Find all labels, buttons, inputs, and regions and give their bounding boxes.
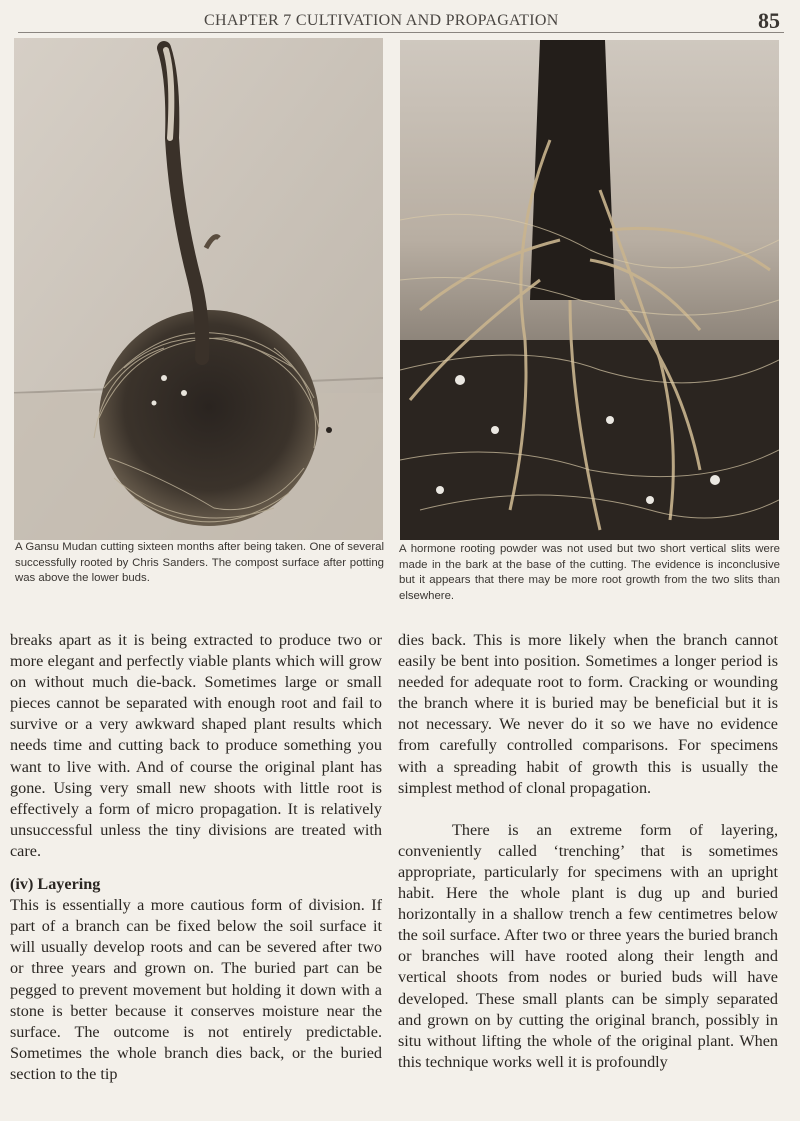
figure-caption-2: A hormone rooting powder was not used but two short vertical slits were made in the bark at the base of the cutting. The evidence is inconclusive but it appears that there may be more root growth from the two slits than elsewhere. (399, 543, 780, 602)
chapter-title: CHAPTER 7 CULTIVATION AND PROPAGATION (204, 12, 559, 29)
paragraph: breaks apart as it is being extracted to produce two or more elegant and perfectly viable plants which will grow on without much die-back. Sometimes large or small pieces cannot be separated with enough root and fail to survive or a very awkward shaped plant results which needs time and cutting back to produce something you want to live with. And of course the original plant has gone. Using very small new shoots with little root is effectively a form of micro propagation. It is relatively unsuccessful unless the tiny divisions are treated with care. (10, 631, 382, 860)
paragraph: This is essentially a more cautious form of division. If part of a branch can be fixed below the soil surface it will usually develop roots and can be severed after two or three years and grown on. The buried part can be pegged to prevent movement but holding it down with a stone is better because it conserves moisture near the surface. The outcome is not entirely predictable. Sometimes the whole branch dies back, or the buried section to the tip (10, 896, 382, 1083)
paragraph: There is an extreme form of layering, conveniently called ‘trenching’ that is sometimes appropriate, particularly for specimens with an upright habit. Here the whole plant is dug up and buried horizontally in a shallow trench a few centimetres below the soil surface. After two or three years the buried branch or branches will have rooted along their length and vertical shoots from nodes or buried buds will have developed. These small plants can be simply separated and grown on by cutting the original branch, possibly in situ without lifting the whole of the original plant. When this technique works well it is profoundly (398, 820, 778, 1071)
left-text-column (10, 630, 382, 1085)
page-number: 85 (758, 8, 780, 33)
paragraph: dies back. This is more likely when the branch cannot easily be bent into position. Sometimes a longer period is needed for adequate root to form. Cracking or wounding the branch where it is buried may be beneficial but it is not necessary. We never do it so we have no evidence from carefully controlled comparisons. For specimens with a spreading habit of growth this is usually the simplest method of clonal propagation. (398, 631, 778, 797)
photo-rooted-cutting (14, 38, 383, 540)
section-heading: (iv) Layering (10, 875, 101, 894)
photo-root-closeup (400, 40, 779, 540)
figure-caption-1: A Gansu Mudan cutting sixteen months after being taken. One of several successfully rooted by Chris Sanders. The compost surface after potting was above the lower buds. (15, 541, 384, 584)
right-text-column (398, 630, 778, 1073)
running-header (18, 6, 784, 33)
